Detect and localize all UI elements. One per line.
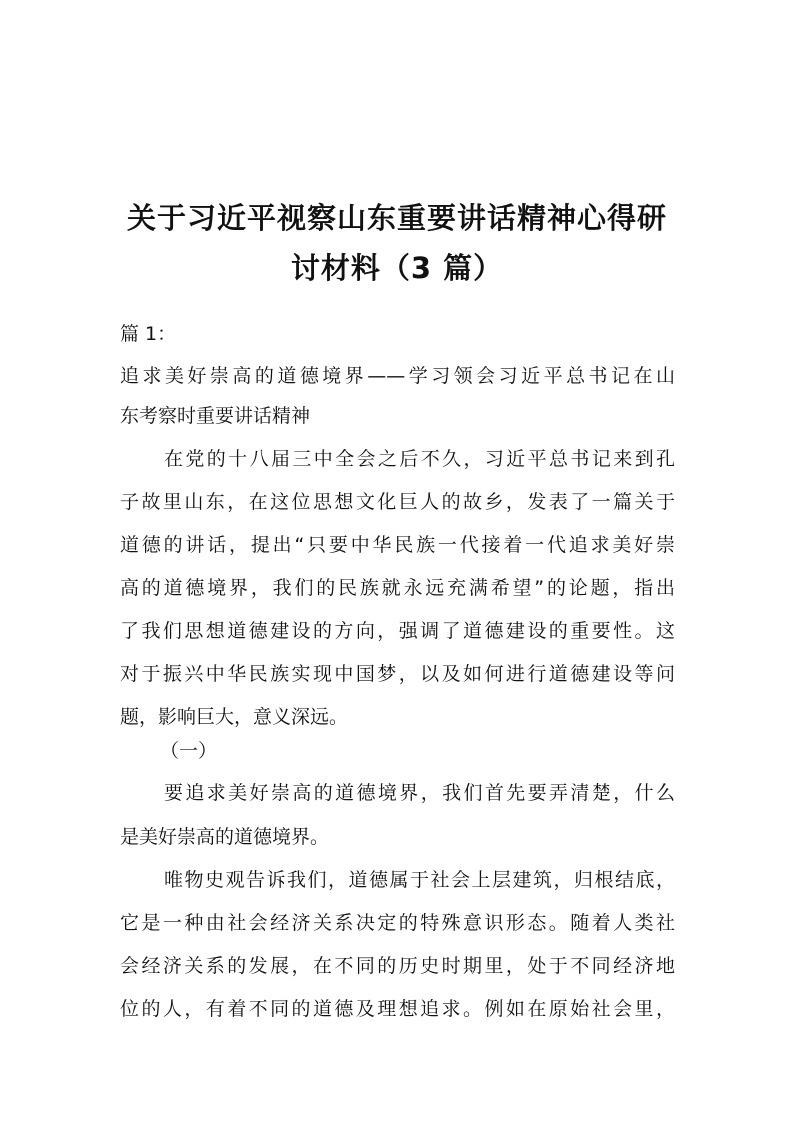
article-heading-line-2: 东考察时重要讲话精神 (120, 405, 311, 427)
paragraph-line: 题，影响巨大，意义深远。 (120, 706, 349, 728)
document-title-line-2: 讨材料（3 篇） (290, 251, 504, 285)
paragraph-line: 道德的讲话，提出“只要中华民族一代接着一代追求美好崇 (120, 534, 675, 556)
paragraph-line: 要追求美好崇高的道德境界，我们首先要弄清楚，什么 (164, 782, 675, 804)
paragraph-line: 子故里山东，在这位思想文化巨人的故乡，发表了一篇关于 (120, 491, 675, 513)
paragraph-line: 它是一种由社会经济关系决定的特殊意识形态。随着人类社 (120, 912, 675, 934)
paragraph-line: 位的人，有着不同的道德及理想追求。例如在原始社会里， (120, 998, 675, 1020)
document-title-line-1: 关于习近平视察山东重要讲话精神心得研 (126, 201, 667, 235)
paragraph-line: 会经济关系的发展，在不同的历史时期里，处于不同经济地 (120, 955, 675, 977)
paragraph-line: 了我们思想道德建设的方向，强调了道德建设的重要性。这 (120, 620, 675, 642)
subsection-label: （一） (160, 740, 218, 762)
article-heading-line-1: 追求美好崇高的道德境界——学习领会习近平总书记在山 (120, 365, 675, 387)
paragraph-line: 对于振兴中华民族实现中国梦，以及如何进行道德建设等问 (120, 663, 675, 685)
paragraph-line: 是美好崇高的道德境界。 (120, 826, 330, 848)
paragraph-line: 在党的十八届三中全会之后不久，习近平总书记来到孔 (164, 448, 675, 470)
section-label: 篇 1： (120, 323, 177, 345)
paragraph-line: 唯物史观告诉我们，道德属于社会上层建筑，归根结底， (164, 869, 675, 891)
paragraph-line: 高的道德境界，我们的民族就永远充满希望”的论题，指出 (120, 577, 675, 599)
